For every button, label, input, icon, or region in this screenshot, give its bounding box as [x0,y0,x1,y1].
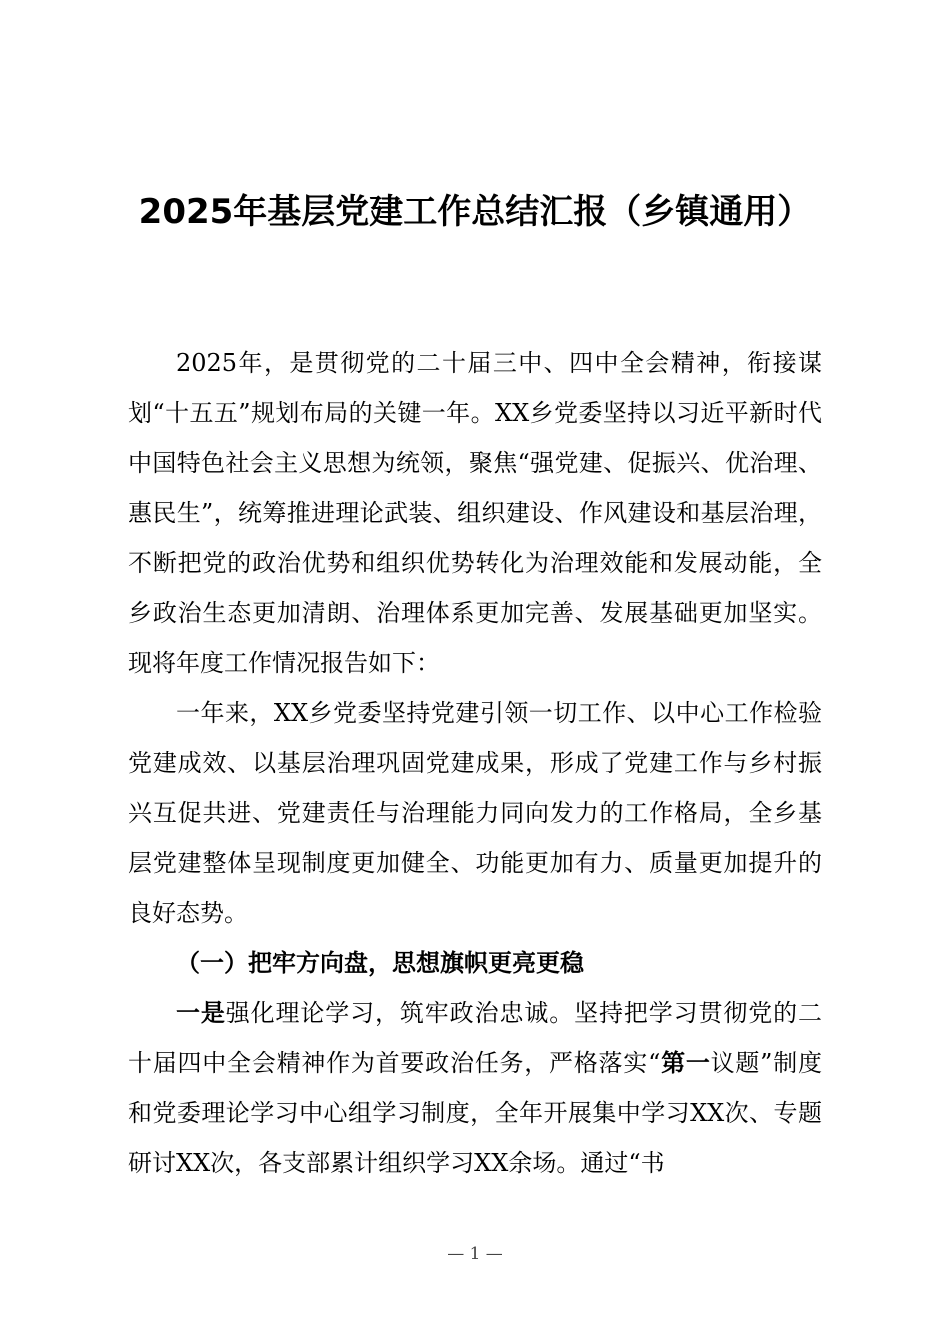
item-text-b: 议题”制度和党委理论学习中心组学习制度，全年开展集中学习XX次、专题研讨XX次，各支部累计组织学习XX余场。通过“书 [128,1049,822,1177]
item-bold-phrase: 第一 [660,1049,711,1077]
document-body [128,338,822,1188]
item-paragraph [128,988,822,1188]
page-number: — 1 — [447,1244,503,1264]
page-title: 2025年基层党建工作总结汇报（乡镇通用） [138,192,812,232]
section-heading: （一）把牢方向盘，思想旗帜更亮更稳 [176,949,584,977]
summary-paragraph: 一年来，XX乡党委坚持党建引领一切工作、以中心工作检验党建成效、以基层治理巩固党建成果，形成了党建工作与乡村振兴互促共进、党建责任与治理能力同向发力的工作格局，全乡基层党建整体呈现制度更加健全、功能更加有力、质量更加提升的良好态势。 [128,699,822,927]
intro-paragraph: 2025年，是贯彻党的二十届三中、四中全会精神，衔接谋划“十五五”规划布局的关键一年。XX乡党委坚持以习近平新时代中国特色社会主义思想为统领，聚焦“强党建、促振兴、优治理、惠民生”，统筹推进理论武装、组织建设、作风建设和基层治理，不断把党的政治优势和组织优势转化为治理效能和发展动能，全乡政治生态更加清朗、治理体系更加完善、发展基础更加坚实。现将年度工作情况报告如下： [128,349,822,677]
item-text-a: 强化理论学习，筑牢政治忠诚。坚持把学习贯彻党的二十届四中全会精神作为首要政治任务，严格落实“ [128,999,823,1077]
item-lead: 一是 [176,999,226,1027]
